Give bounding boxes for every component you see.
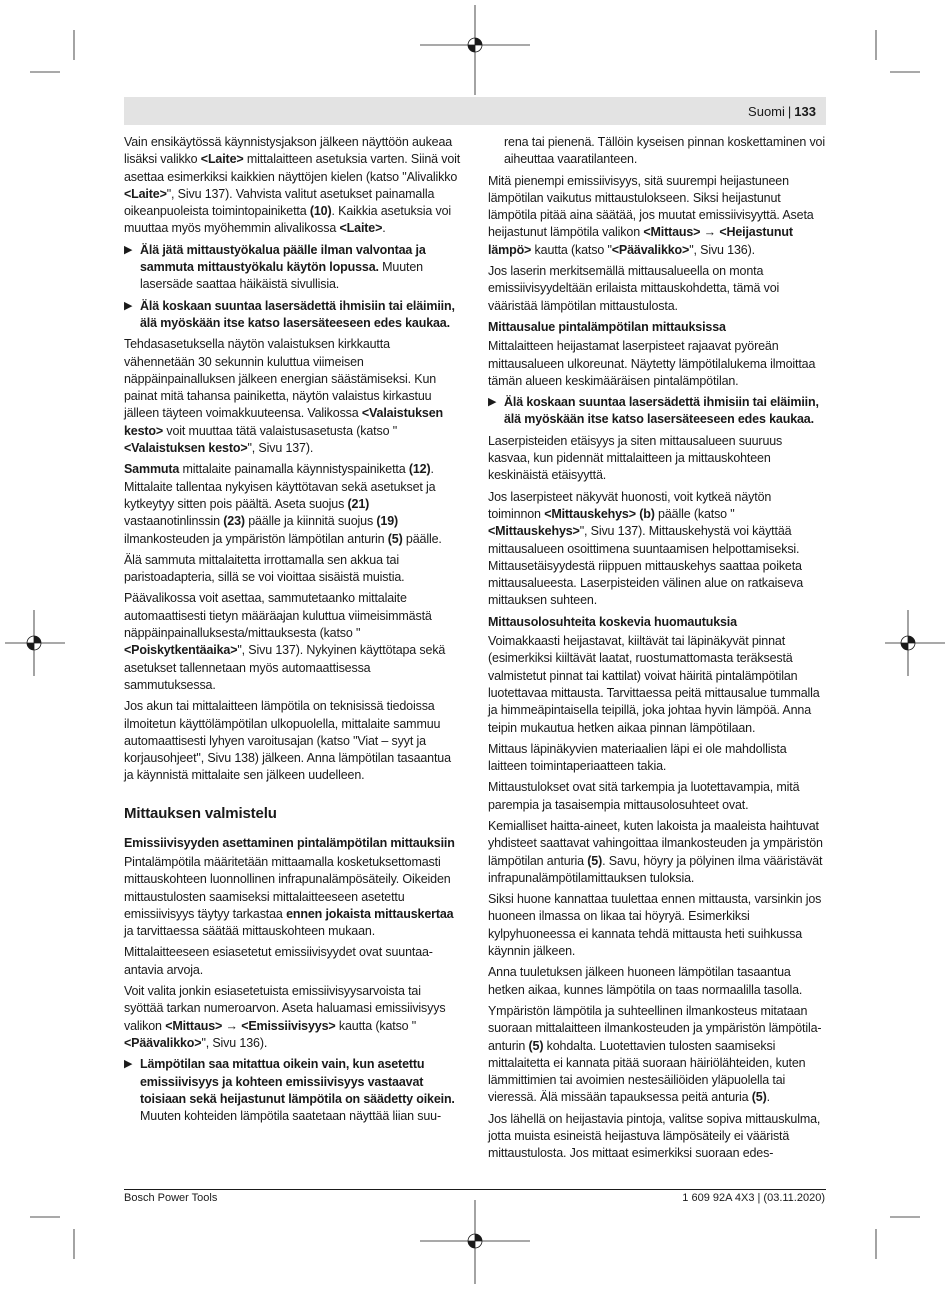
section-heading: Mittauksen valmistelu <box>124 804 277 822</box>
paragraph: Tehdasasetuksella näytön valaistuksen kirkkautta vähennetään 30 sekunnin kuluttua viimeisen näppäinpainalluksen jälkeen energian säästämiseksi. Kun painat mitä tahansa painiketta, näytön valaistus kirkastuu jälleen täyteen voimakkuuteensa. Valikossa <Valaistuksen kesto> voit muuttaa tätä valaistusasetusta (katso "<Valaistuksen kesto>", Sivu 137). <box>124 337 443 456</box>
right-column <box>488 134 825 1167</box>
bullet-continuation: rena tai pienenä. Tällöin kyseisen pinnan koskettaminen voi aiheuttaa vaaratilanteen. <box>504 135 825 167</box>
page-number: 133 <box>794 104 816 119</box>
paragraph: Mittalaitteen heijastamat laserpisteet rajaavat pyöreän mittausalueen ulkoreunat. Näytetty lämpötilalukema ilmoittaa tämän alueen keskimääräisen pintalämpötilan. <box>488 339 816 388</box>
paragraph: Jos akun tai mittalaitteen lämpötila on teknisissä tiedoissa ilmoitetun käyttölämpötilan ulkopuolella, mittalaite sammuu automaattisesti lyhyen varoitusajan (katso "Viat – syyt ja korjausohjeet", Sivu 138) jälkeen. Anna lämpötilan tasaantua ja käynnistä mittalaite sen jälkeen uudelleen. <box>124 699 451 783</box>
header-band <box>124 97 826 125</box>
page-header <box>748 104 816 119</box>
subsection-heading: Emissiivisyyden asettaminen pintalämpötilan mittauksiin <box>124 835 455 850</box>
footer-doc-number: 1 609 92A 4X3 | (03.11.2020) <box>682 1192 825 1204</box>
paragraph: Voit valita jonkin esiasetetuista emissiivisyysarvoista tai syöttää tarkan numeroarvon. Aseta haluamasi emissiivisyys valikon <Mittaus> → <Emissiivisyys> kautta (katso "<Päävalikko>", Sivu 136). <box>124 984 446 1050</box>
header-separator: | <box>787 104 792 119</box>
paragraph: Jos lähellä on heijastavia pintoja, valitse sopiva mittauskulma, jotta muista esineistä heijastuva lämpösäteily ei vääristä mittaustulosta. Jos mittaat esimerkiksi suoraan edes- <box>488 1111 821 1161</box>
paragraph: Voimakkaasti heijastavat, kiiltävät tai läpinäkyvät pinnat (esimerkiksi kiiltävät laatat, ruostumattomasta teräksestä valmistetut pinnat tai kattilat) voivat häiritä pintalämpötilan luotettavaa mittausta. Tarvittaessa peitä mittausalue tummalla ja himmeäpintaisella teipillä, joka johtaa hyvin lämpöä. Anna teipin mukautua hetken aikaa pinnan lämpötilaan. <box>488 634 820 735</box>
paragraph: Päävalikossa voit asettaa, sammutetaanko mittalaite automaattisesti tietyn määräajan kuluttua viimeisimmästä näppäinpainalluksesta/mittauksesta (katso "<Poiskytkentäaika>", Sivu 137). Nykyinen käyttötapa sekä asetukset tallennetaan myös automaattisessa sammutuksessa. <box>124 591 446 692</box>
warning-bullet: ▶ Älä koskaan suuntaa lasersädettä ihmisiin tai eläimiin, älä myöskään itse katso lasersäteeseen edes kaukaa. <box>124 298 455 330</box>
paragraph: Vain ensikäytössä käynnistysjakson jälkeen näyttöön aukeaa lisäksi valikko <Laite> mittalaitteen asetuksia varten. Siinä voit asettaa esimerkiksi kaikkien näyttöjen kielen (katso "Alivalikko <Laite>", Sivu 137). Vahvista valitut asetukset painamalla oikeanpuoleista toimintopainiketta (10). Kaikkia asetuksia voi muuttaa myös myöhemmin alivalikossa <Laite>. <box>124 135 461 236</box>
paragraph: Kemialliset haitta-aineet, kuten lakoista ja maaleista haihtuvat yhdisteet saattavat vahingoittaa ilmankosteuden ja ympäristön lämpötilan anturia (5). Savu, höyry ja pölyinen ilma vääristävät infrapunalämpötilamittauksen tuloksia. <box>488 818 823 885</box>
subsection-heading: Mittausolosuhteita koskevia huomautuksia <box>488 614 737 629</box>
footer-brand: Bosch Power Tools <box>124 1192 218 1204</box>
triangle-bullet-icon: ▶ <box>124 243 133 256</box>
paragraph: Jos laserpisteet näkyvät huonosti, voit kytkeä näytön toiminnon <Mittauskehys> (b) päälle (katso "<Mittauskehys>", Sivu 137). Mittauskehystä voi käyttää mittausalueen osoittimena suuntaamisen helpottamiseksi. Mittausetäisyydestä riippuen mittauskehys saattaa poiketa mittausalueesta. Laserpisteiden välinen alue on ratkaiseva mittauksen suhteen. <box>488 489 804 608</box>
paragraph: Mittaustulokset ovat sitä tarkempia ja luotettavampia, mitä parempia ja tasaisempia mittausolosuhteet ovat. <box>488 780 800 812</box>
subsection-heading: Mittausalue pintalämpötilan mittauksissa <box>488 319 726 334</box>
paragraph: Pintalämpötila määritetään mittaamalla kosketuksettomasti mittauskohteen luonnollinen infrapunalämpösäteily. Oikeiden mittaustulosten saamiseksi mittalaitteeseen asetettu emissiivisyys täytyy tarkastaa ennen jokaista mittauskertaa ja tarvittaessa säätää mittauskohteen mukaan. <box>124 854 454 939</box>
paragraph: Mittalaitteeseen esiasetetut emissiivisyydet ovat suuntaa-antavia arvoja. <box>124 945 433 977</box>
footer-rule <box>124 1189 826 1190</box>
left-column <box>124 134 461 1129</box>
warning-bullet: ▶ Älä jätä mittaustyökalua päälle ilman valvontaa ja sammuta mittaustyökalu käytön lopussa. Muuten lasersäde saattaa häikäistä sivullisia. <box>124 242 426 292</box>
paragraph: Mitä pienempi emissiivisyys, sitä suurempi heijastuneen lämpötilan vaikutus mittaustulokseen. Siksi heijastunut lämpötila pitää aina säätää, jos muutat emissiivisyyttä. Aseta heijastunut lämpötila valikon <Mittaus> → <Heijastunut lämpö> kautta (katso "<Päävalikko>", Sivu 136). <box>488 173 814 257</box>
paragraph: Laserpisteiden etäisyys ja siten mittausalueen suuruus kasvaa, kun pidennät mittalaitteen ja mittauskohteen keskinäistä etäisyyttä. <box>488 433 783 483</box>
warning-bullet: ▶ Lämpötilan saa mitattua oikein vain, kun asetettu emissiivisyys ja kohteen emissiivisyys vastaavat toisiaan sekä heijastunut lämpötila on säädetty oikein. Muuten kohteiden lämpötila saatetaan näyttää liian suu- <box>124 1057 455 1124</box>
paragraph: Älä sammuta mittalaitetta irrottamalla sen akkua tai paristoadapteria, sillä se voi vioittaa sisäistä muistia. <box>124 552 405 585</box>
triangle-bullet-icon: ▶ <box>124 299 133 312</box>
warning-bullet: ▶ Älä koskaan suuntaa lasersädettä ihmisiin tai eläimiin, älä myöskään itse katso lasersäteeseen edes kaukaa. <box>488 395 819 427</box>
paragraph: Siksi huone kannattaa tuulettaa ennen mittausta, varsinkin jos huoneen ilmassa on likaa tai höyryä. Esimerkiksi kylpyhuoneessa ei kannata tehdä mittausta heti suihkussa käynnin jälkeen. <box>488 892 822 959</box>
paragraph: Sammuta mittalaite painamalla käynnistyspainiketta (12). Mittalaite tallentaa nykyisen käyttötavan sekä asetukset ja kytkeytyy sitten pois päältä. Aseta suojus (21) vastaanotinlinssin (23) päälle ja kiinnitä suojus (19) ilmankosteuden ja ympäristön lämpötilan anturin (5) päälle. <box>124 462 442 546</box>
triangle-bullet-icon: ▶ <box>124 1058 133 1071</box>
paragraph: Mittaus läpinäkyvien materiaalien läpi ei ole mahdollista laitteen toimintaperiaatteen takia. <box>488 741 787 774</box>
section-name: Suomi <box>748 104 785 119</box>
paragraph: Anna tuuletuksen jälkeen huoneen lämpötilan tasaantua hetken aikaa, kunnes lämpötila on taas normaalilla tasolla. <box>488 965 803 997</box>
paragraph: Ympäristön lämpötila ja suhteellinen ilmankosteus mitataan suoraan mittalaitteen ilmankosteuden ja ympäristön lämpötila-anturin (5) kohdalta. Luotettavien tulosten saamiseksi mittalaitetta ei kannata pitää suoraan häiriölähteiden, kuten lämmittimien tai avoimien nestesäiliöiden yläpuolella tai vieressä. Älä missään tapauksessa peitä anturia (5). <box>488 1003 822 1105</box>
paragraph: Jos laserin merkitsemällä mittausalueella on monta emissiivisyydeltään erilaista mittauskohdetta, tämä voi vääristää lämpötilan mittaustulosta. <box>488 264 780 313</box>
triangle-bullet-icon: ▶ <box>488 396 497 409</box>
